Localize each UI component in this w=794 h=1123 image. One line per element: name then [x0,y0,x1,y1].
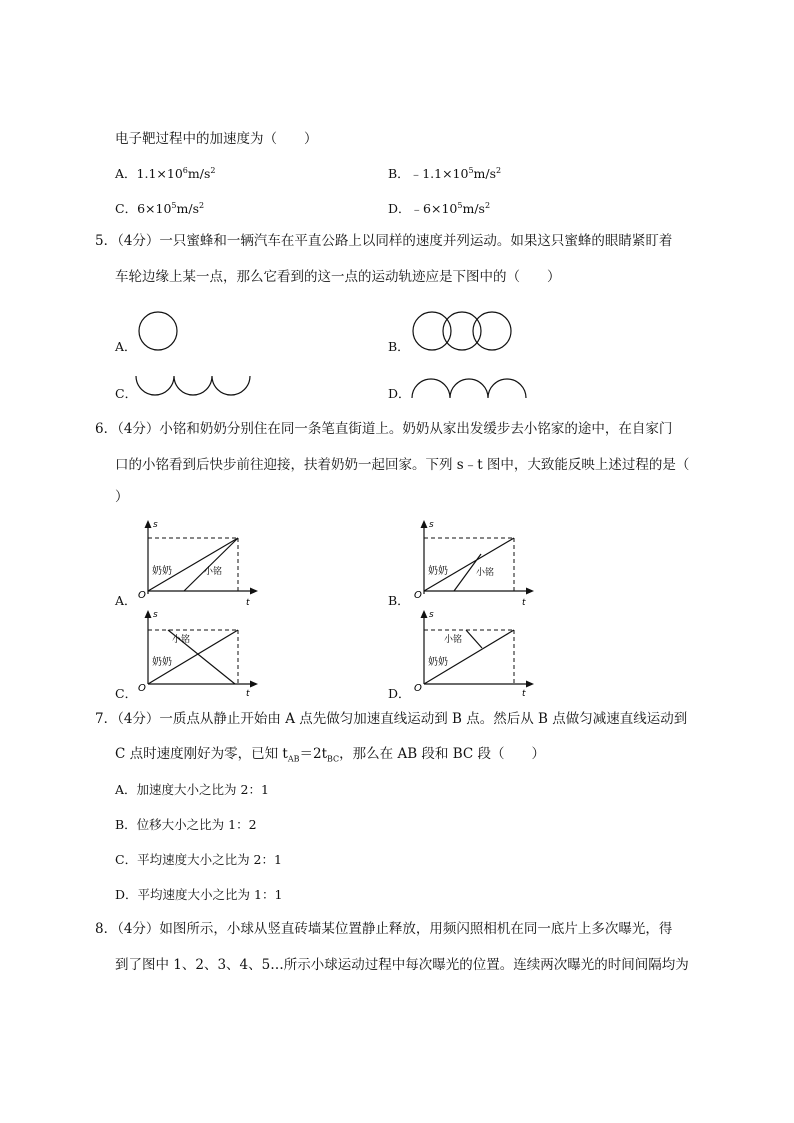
option-exponent: 5 [468,165,474,175]
q6-stem-line1: 6．（4分）小铭和奶奶分别住在同一条笔直街道上。奶奶从家出发缓步去小铭家的途中，在自家门 [95,421,673,437]
option-unit: m/s [473,166,497,181]
q4-stem-tail: 电子靶过程中的加速度为（ ） [115,131,318,147]
q5-option-a-figure [130,306,190,356]
q7-option-d[interactable]: D．平均速度大小之比为 1：1 [115,887,283,902]
q8-stem-line2: 到了图中 1、2、3、4、5…所示小球运动过程中每次曝光的位置。连续两次曝光的时间间隔均为 [115,957,689,973]
trajectory-circle-2 [443,312,481,350]
s-axis-label: s [429,520,434,530]
q6-option-d-label[interactable]: D． [388,686,411,701]
q7-sub-ab: AB [287,754,300,764]
q5-option-b-figure [408,306,518,356]
trajectory-circle [139,312,177,350]
s-axis-arrow [145,610,152,618]
t-axis-label: t [522,689,526,699]
t-axis-arrow [250,588,258,595]
trajectory-cups [136,376,250,395]
q5-option-c-figure [134,372,259,402]
option-unit-exponent: 2 [210,165,216,175]
q7-option-c[interactable]: C．平均速度大小之比为 2：1 [115,852,282,867]
q6-option-c-label[interactable]: C． [115,686,138,701]
q6-option-a-graph [138,516,263,608]
q6-option-a-label[interactable]: A． [115,593,137,608]
q7-sub-bc: BC [327,754,340,764]
q5-stem-line2: 车轮边缘上某一点，那么它看到的这一点的运动轨迹应是下图中的（ ） [115,269,561,285]
q6-option-c-graph [138,606,263,698]
option-exponent: 6 [182,165,188,175]
origin-label: O [138,683,146,694]
origin-label: O [414,683,422,694]
q8-stem-line1: 8．（4分）如图所示，小球从竖直砖墙某位置静止释放，用频闪照相机在同一底片上多次曝光，得 [95,921,673,937]
nainai-label: 奶奶 [152,566,172,577]
nainai-label: 奶奶 [428,657,448,668]
option-mantissa: ﹣6×10 [410,201,458,216]
q7-option-a[interactable]: A．加速度大小之比为 2：1 [115,782,269,797]
option-letter: A． [115,166,137,181]
xiaoming-label: 小铭 [476,568,495,578]
option-unit: m/s [176,201,199,216]
q6-option-b-graph [414,516,539,608]
t-axis-arrow [526,588,534,595]
xiaoming-label: 小铭 [444,635,463,645]
q4-option-b[interactable] [388,166,501,182]
option-unit-exponent: 2 [496,165,502,175]
option-letter: C． [115,201,138,216]
q5-stem-line1: 5．（4分）一只蜜蜂和一辆汽车在平直公路上以同样的速度并列运动。如果这只蜜蜂的眼睛紧盯着 [95,233,673,249]
option-exponent: 5 [457,200,463,210]
s-axis-label: s [153,610,158,620]
option-letter: D． [388,201,411,216]
s-axis-arrow [421,610,428,618]
nainai-label: 奶奶 [152,657,172,668]
nainai-line [424,538,514,591]
q5-option-d-figure [410,372,535,402]
t-axis-arrow [526,681,534,688]
option-unit: m/s [462,201,485,216]
q7-option-b[interactable]: B．位移大小之比为 1：2 [115,817,257,832]
q6-option-d-graph [414,606,539,698]
nainai-line [148,538,238,591]
q7-line2-pre: C 点时速度刚好为零，已知 t [115,746,288,762]
xiaoming-label: 小铭 [204,567,223,577]
t-axis-label: t [522,598,526,608]
t-axis-arrow [250,681,258,688]
q5-option-c-label[interactable]: C． [115,386,138,401]
q7-line2-post: ，那么在 AB 段和 BC 段（ ） [339,746,546,762]
q6-option-b-label[interactable]: B． [388,593,410,608]
xiaoming-line [466,630,482,648]
s-axis-arrow [421,520,428,528]
q4-option-d[interactable] [388,201,490,217]
s-axis-arrow [145,520,152,528]
q5-option-a-label[interactable]: A． [115,339,137,354]
q6-stem-line2: 口的小铭看到后快步前往迎接，扶着奶奶一起回家。下列 s﹣t 图中，大致能反映上述过程的是（ [115,457,690,473]
s-axis-label: s [429,610,434,620]
q4-option-a[interactable] [115,166,215,182]
option-letter: B． [388,166,410,181]
q5-option-d-label[interactable]: D． [388,386,411,401]
q7-stem-line1: 7．（4分）一质点从静止开始由 A 点先做匀加速直线运动到 B 点。然后从 B 点做匀减速直线运动到 [95,711,688,727]
s-axis-label: s [153,520,158,530]
option-unit: m/s [187,166,211,181]
option-exponent: 5 [171,200,177,210]
trajectory-circle-1 [413,312,451,350]
q5-option-b-label[interactable]: B． [388,339,410,354]
xiaoming-label: 小铭 [172,635,191,645]
t-axis-label: t [246,689,250,699]
trajectory-cycloid [412,379,526,398]
option-mantissa: 1.1×10 [136,166,183,181]
trajectory-circle-3 [473,312,511,350]
option-mantissa: ﹣1.1×10 [409,166,469,181]
option-unit-exponent: 2 [484,200,491,210]
q6-stem-line3: ） [115,489,129,505]
option-mantissa: 6×10 [137,201,172,216]
origin-label: O [414,590,422,601]
q4-option-c[interactable] [115,201,204,217]
origin-label: O [138,590,146,601]
q7-line2-mid: ＝2t [299,746,328,762]
t-axis-label: t [246,598,250,608]
nainai-label: 奶奶 [428,566,448,577]
q7-stem-line2 [115,745,545,763]
option-unit-exponent: 2 [199,200,205,210]
